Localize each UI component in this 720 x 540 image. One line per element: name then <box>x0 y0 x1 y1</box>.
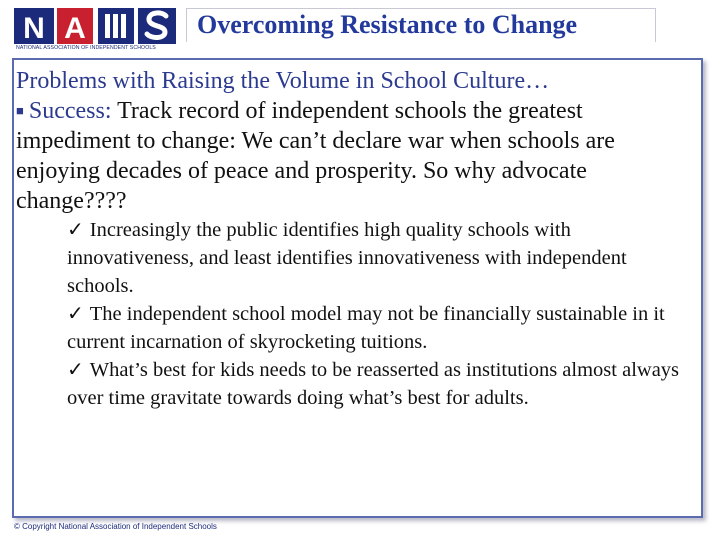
section-heading: Problems with Raising the Volume in School Culture… <box>16 68 550 94</box>
checkmark-icon: ✓ <box>67 303 84 325</box>
checkmark-icon: ✓ <box>67 359 84 381</box>
list-item-text: Increasingly the public identifies high quality schools with innovativeness, and least identifies innovativeness with independent schools. <box>67 219 627 297</box>
logo-letter-a: A <box>64 12 86 45</box>
logo-caption: NATIONAL ASSOCIATION OF INDEPENDENT SCHOOLS <box>16 45 156 51</box>
logo-letter-n: N <box>23 12 45 45</box>
bullet-label: Success: <box>28 98 112 124</box>
square-bullet-icon: ■ <box>16 103 24 118</box>
bullet-text: Track record of independent schools the greatest impediment to change: We can’t declare war when schools are enjoying decades of peace and prosperity. So why advocate change???? <box>16 98 615 214</box>
list-item-text: What’s best for kids needs to be reasserted as institutions almost always over time gravitate towards doing what’s best for adults. <box>67 359 680 409</box>
slide-content <box>16 66 696 412</box>
list-item <box>67 300 696 356</box>
list-item <box>67 356 696 412</box>
checklist <box>16 216 696 412</box>
list-item-text: The independent school model may not be financially sustainable in it current incarnation of skyrocketing tuitions. <box>67 303 665 353</box>
slide-title: Overcoming Resistance to Change <box>186 8 656 42</box>
list-item <box>67 216 696 300</box>
checkmark-icon: ✓ <box>67 219 84 241</box>
main-bullet <box>16 96 696 216</box>
copyright-footer: © Copyright National Association of Independent Schools <box>14 522 217 531</box>
